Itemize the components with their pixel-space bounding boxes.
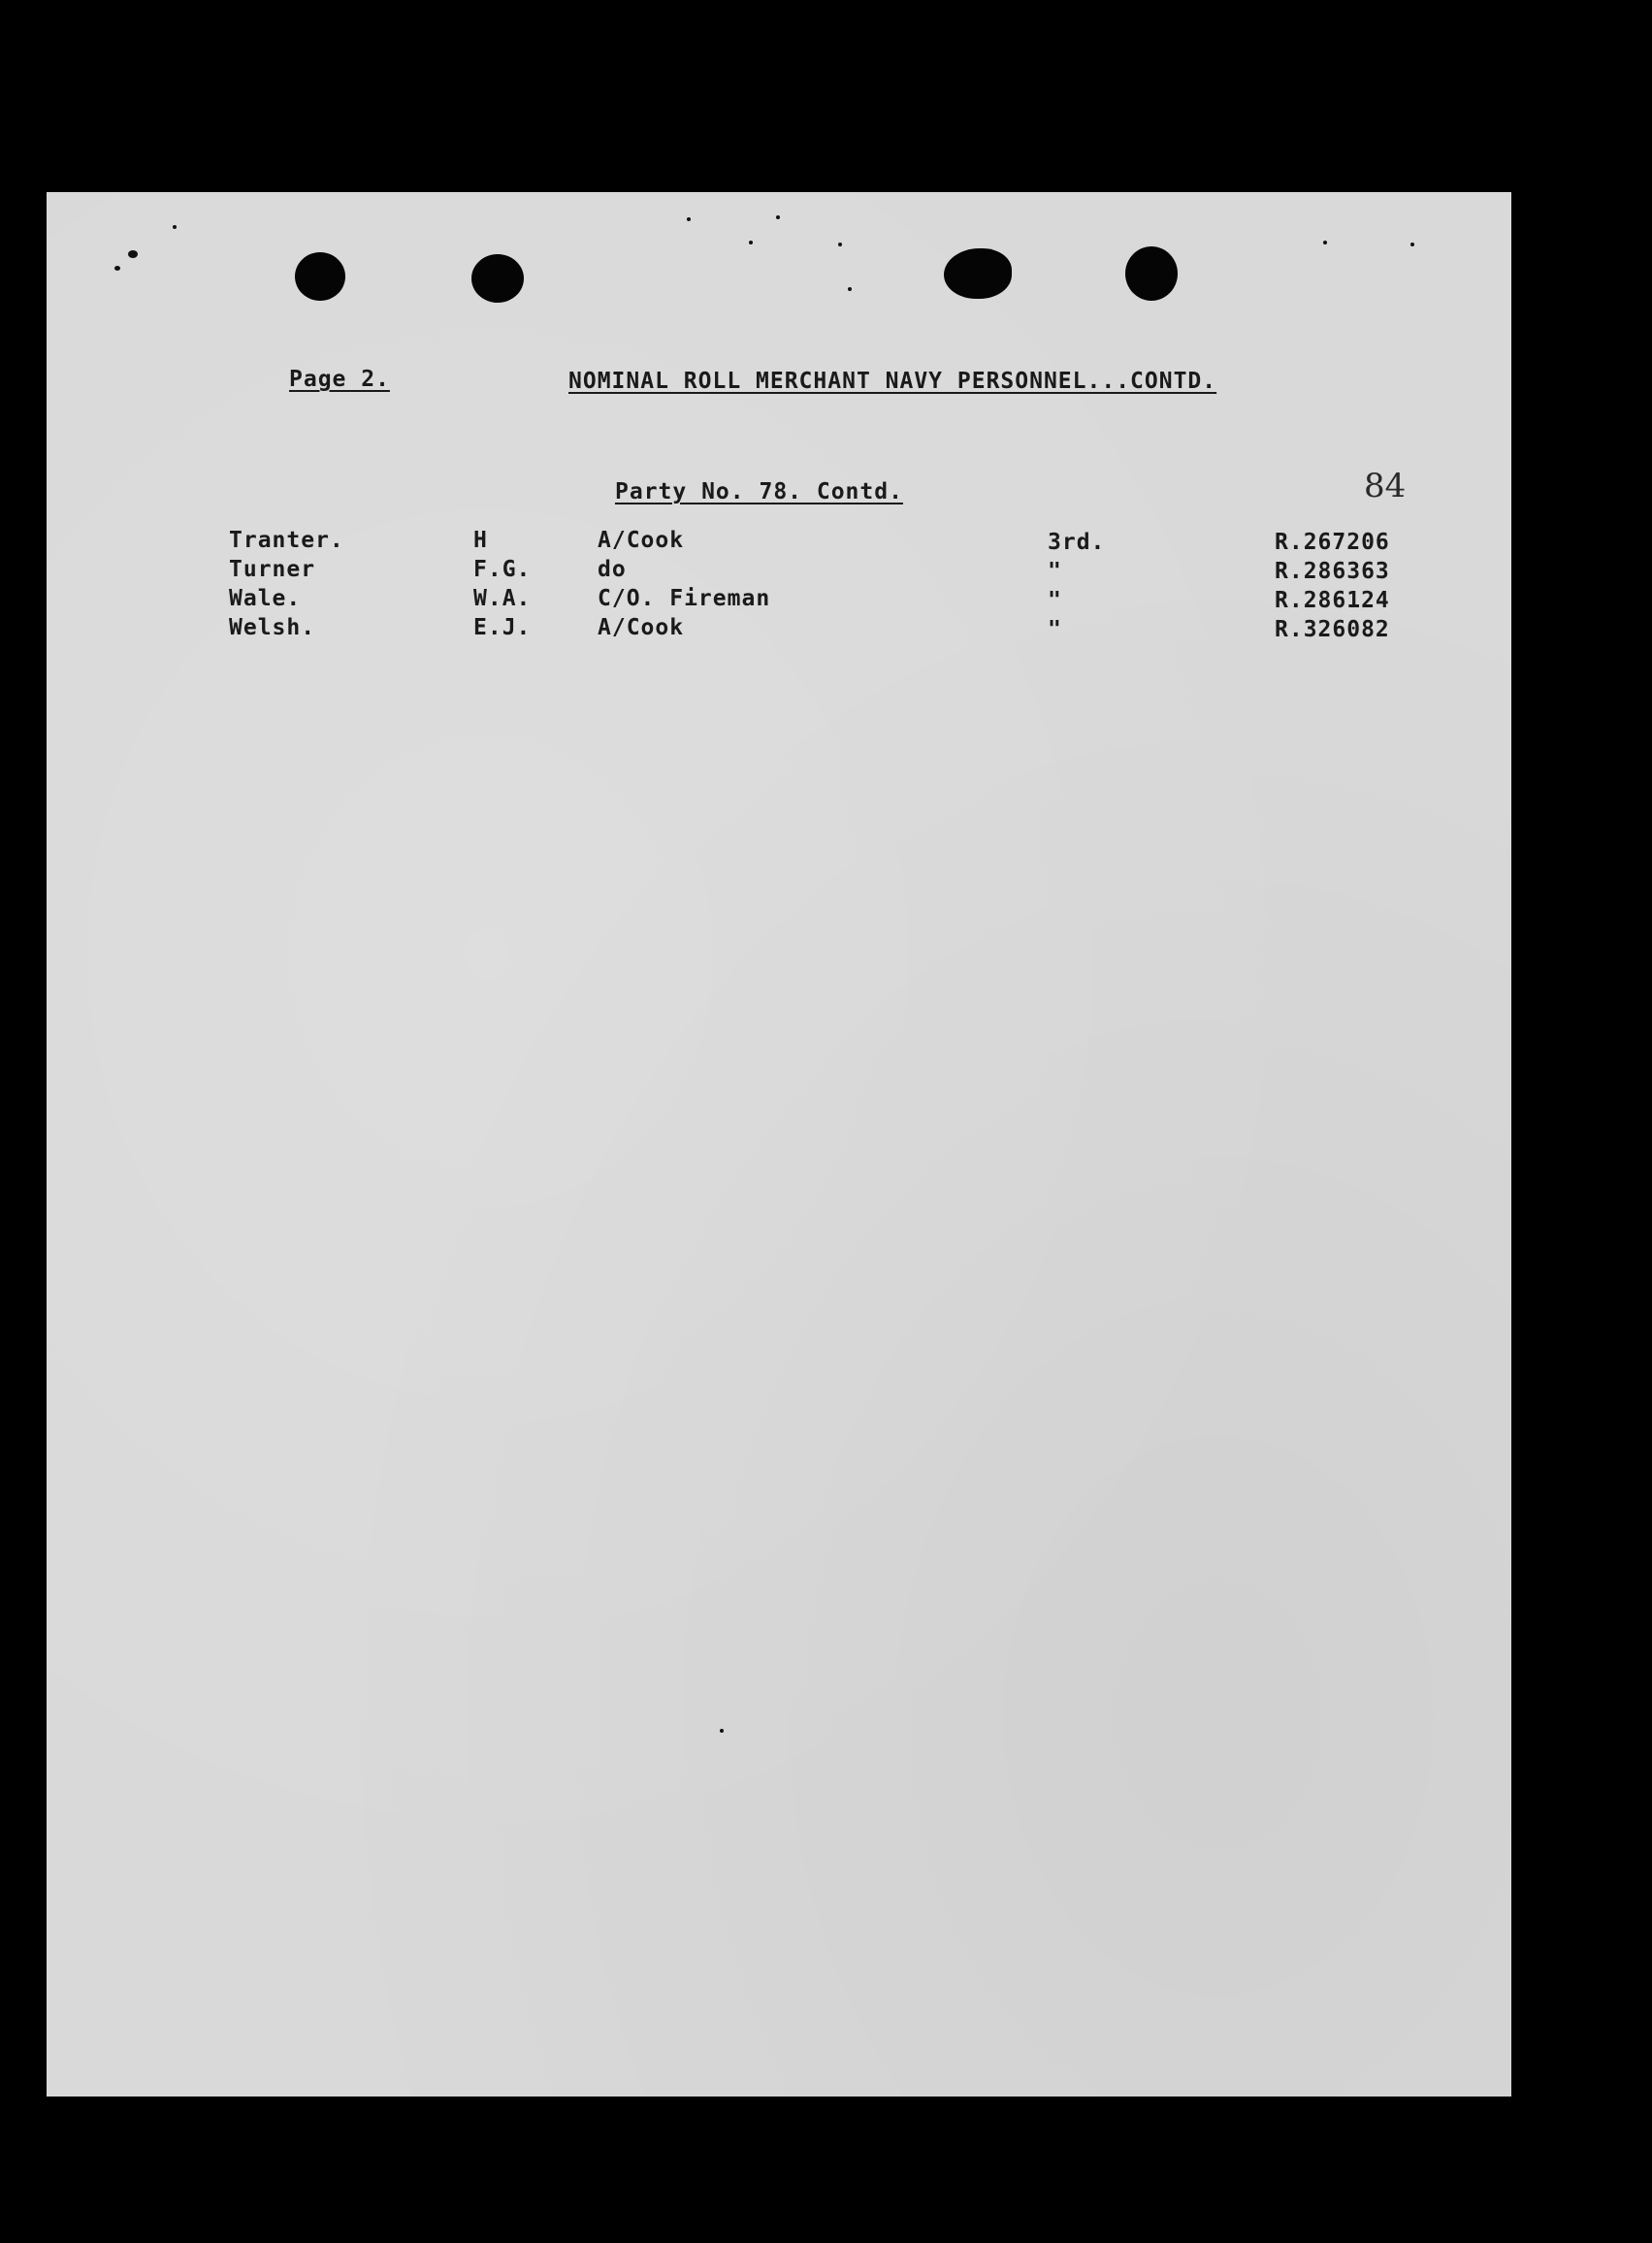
initials: W.A. [473, 586, 532, 611]
speck [1410, 243, 1414, 246]
document-title: NOMINAL ROLL MERCHANT NAVY PERSONNEL...CONTD. [568, 369, 1217, 394]
initials: H [473, 528, 488, 553]
speck [720, 1729, 724, 1733]
speck [838, 243, 842, 246]
speck [776, 215, 780, 219]
speck [848, 287, 852, 291]
class: " [1048, 617, 1062, 642]
speck [1323, 241, 1327, 244]
initials: E.J. [473, 615, 532, 640]
speck [173, 225, 177, 229]
rating: A/Cook [598, 528, 685, 553]
surname: Tranter. [229, 528, 344, 553]
punch-hole [295, 252, 345, 301]
folio-number: 84 [1364, 467, 1407, 505]
surname: Turner [229, 557, 316, 582]
rating: do [598, 557, 627, 582]
punch-hole [1125, 246, 1178, 301]
class: " [1048, 588, 1062, 613]
rating: A/Cook [598, 615, 685, 640]
initials: F.G. [473, 557, 532, 582]
service-number: R.326082 [1275, 617, 1390, 642]
service-number: R.286124 [1275, 588, 1390, 613]
punch-hole [944, 248, 1012, 299]
speck [749, 241, 753, 244]
class: " [1048, 559, 1062, 584]
page-label: Page 2. [289, 367, 390, 392]
service-number: R.286363 [1275, 559, 1390, 584]
speck [128, 250, 138, 258]
surname: Wale. [229, 586, 302, 611]
speck [114, 266, 120, 271]
surname: Welsh. [229, 615, 316, 640]
rating: C/O. Fireman [598, 586, 771, 611]
party-heading: Party No. 78. Contd. [615, 479, 903, 504]
service-number: R.267206 [1275, 530, 1390, 555]
class: 3rd. [1048, 530, 1106, 555]
speck [687, 217, 691, 221]
punch-hole [471, 254, 524, 303]
document-sheet [47, 192, 1511, 2097]
